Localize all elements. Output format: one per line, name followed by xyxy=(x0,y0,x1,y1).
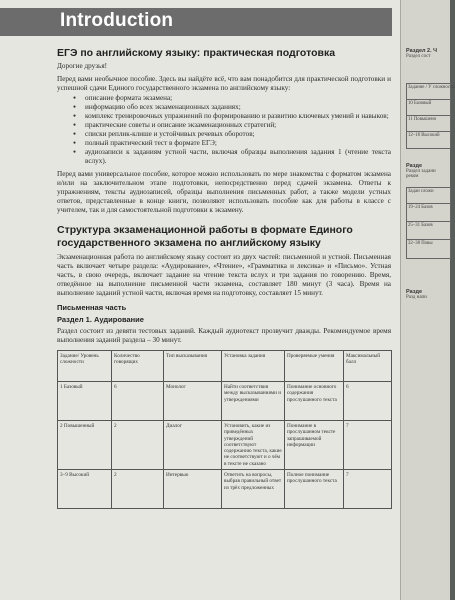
table-cell: 3–9 Высокий xyxy=(58,470,112,509)
table-row xyxy=(58,470,392,509)
table-row xyxy=(58,382,392,421)
list-item: ● практические советы и описание экзаменационных стратегий; xyxy=(73,121,391,130)
table-cell: Монолог xyxy=(164,382,222,421)
table-cell: 12–18 Высокий xyxy=(408,133,440,138)
list-item: ● полный практический тест в формате ЕГЭ; xyxy=(73,139,391,148)
list-item: ● описание формата экзамена; xyxy=(73,94,391,103)
table-header-cell: Количество говорящих xyxy=(112,351,164,382)
table-header-cell: Проверяемые умения xyxy=(285,351,344,382)
table-cell: Задан сложн xyxy=(407,188,450,204)
table-header-cell: Тип высказывания xyxy=(164,351,222,382)
adjacent-page-content xyxy=(406,0,455,300)
side-table-2 xyxy=(406,187,451,259)
side-table xyxy=(406,83,455,149)
table-cell: 2 Повышенный xyxy=(58,421,112,470)
table-header-cell: Задание/ Уровень сложности xyxy=(58,351,112,382)
table-cell: Интервью xyxy=(164,470,222,509)
structure-paragraph: Экзаменационная работа по английскому языку состоит из двух частей: письменной и устной. Письменная часть включает четыре раздела: «Аудирование», «Чтение», «Грамматика и лексика» и «Письмо». Устная часть, в свою очередь, включает задание на чтение текста вслух и три задания по говорению. Время, отведённое на выполнение письменной части экзамена, составляет 180 минут (3 часа). Время на выполнение заданий устной части, включая время на подготовку, составляет 15 минут. xyxy=(57,253,391,297)
table-cell: 2 xyxy=(112,421,164,470)
table-cell: 11 Повышенн xyxy=(407,116,450,132)
table-row xyxy=(58,421,392,470)
header-title: Introduction xyxy=(60,10,174,31)
table-cell: 7 xyxy=(344,470,392,509)
table-cell: Задание / У сложности xyxy=(407,84,450,100)
table-cell: 10 Базовый xyxy=(407,100,450,116)
section1-text: Раздел состоит из девяти тестовых заданий. Каждый аудиотекст прозвучит дважды. Рекомендуемое время выполнения заданий раздела – 30 минут. xyxy=(57,327,391,344)
side-subtext-2: Раздел задани реком xyxy=(406,169,436,179)
written-part-heading: Письменная часть xyxy=(57,303,127,312)
table-cell: Полное понимание прослушанного текста xyxy=(285,470,344,509)
structure-heading: Структура экзаменационной работы в формате Единого государственного экзамена по английскому языку xyxy=(57,224,353,249)
side-subtext: Раздел сост xyxy=(406,54,431,59)
table-header-cell: Максимальный балл xyxy=(344,351,392,382)
page-content xyxy=(57,40,391,509)
table-cell: Диалог xyxy=(164,421,222,470)
table-header-row xyxy=(58,351,392,382)
table-cell: 25–31 Базов xyxy=(407,222,450,240)
table-cell: Найти соответствия между высказываниями и утверждениями xyxy=(222,382,285,421)
intro-bullet-list xyxy=(73,94,391,166)
list-item: ● списки реплик-клише и устойчивых речевых оборотов; xyxy=(73,130,391,139)
list-item: ● информацию обо всех экзаменационных заданиях; xyxy=(73,103,391,112)
table-cell: Ответить на вопросы, выбрав правильный ответ из трёх предложенных xyxy=(222,470,285,509)
table-cell: Понимание основного содержания прослушанного текста xyxy=(285,382,344,421)
side-subtext-3: Разд напи xyxy=(406,295,427,300)
table-cell: Установить, какие из приведённых утверждений соответствуют содержанию текста, какие не соответствуют и о чём в тексте не сказано xyxy=(222,421,285,470)
listening-tasks-table xyxy=(57,350,392,509)
intro-heading: ЕГЭ по английскому языку: практическая подготовка xyxy=(57,47,336,59)
table-cell: 6 xyxy=(112,382,164,421)
intro-paragraph-1: Перед вами необычное пособие. Здесь вы найдёте всё, что вам понадобится для практической подготовки и успешной сдачи Единого государственного экзамена по английскому языку: xyxy=(57,75,391,92)
table-cell: 2 xyxy=(112,470,164,509)
table-cell: 19–24 Базов xyxy=(407,204,450,222)
table-header-cell: Установка задания xyxy=(222,351,285,382)
table-cell: 1 Базовый xyxy=(58,382,112,421)
table-cell: 32–38 Повы xyxy=(408,241,433,246)
header-banner xyxy=(0,8,392,36)
section1-heading: Раздел 1. Аудирование xyxy=(57,315,144,324)
intro-greeting: Дорогие друзья! xyxy=(57,62,108,70)
intro-paragraph-2: Перед вами универсальное пособие, которое можно использовать по мере знакомства с форматом экзамена и/или на заключительном этапе подготовки, непосредственно перед сдачей экзамена. Ответы к упражнениям, тексты аудиозаписей, образцы выполнения письменных работ, а также модели устных ответов, представленные в конце книги, позволяют использовать пособие как для работы в классе с учителем, так и для самостоятельной подготовки к экзамену. xyxy=(57,170,391,214)
list-item: ● комплекс тренировочных упражнений по формированию и развитию ключевых умений и навыков; xyxy=(73,112,391,121)
table-cell: Понимание в прослушанном тексте запрашиваемой информации xyxy=(285,421,344,470)
adjacent-page-edge xyxy=(400,0,455,600)
side-heading-2: Разде xyxy=(406,163,423,169)
list-item: ● аудиозаписи к заданиям устной части, включая образцы выполнения задания 1 (чтение текста вслух). xyxy=(73,148,391,166)
side-heading: Раздел 2. Ч xyxy=(406,48,438,54)
side-heading-3: Разде xyxy=(406,289,423,295)
table-cell: 7 xyxy=(344,421,392,470)
table-cell: 6 xyxy=(344,382,392,421)
